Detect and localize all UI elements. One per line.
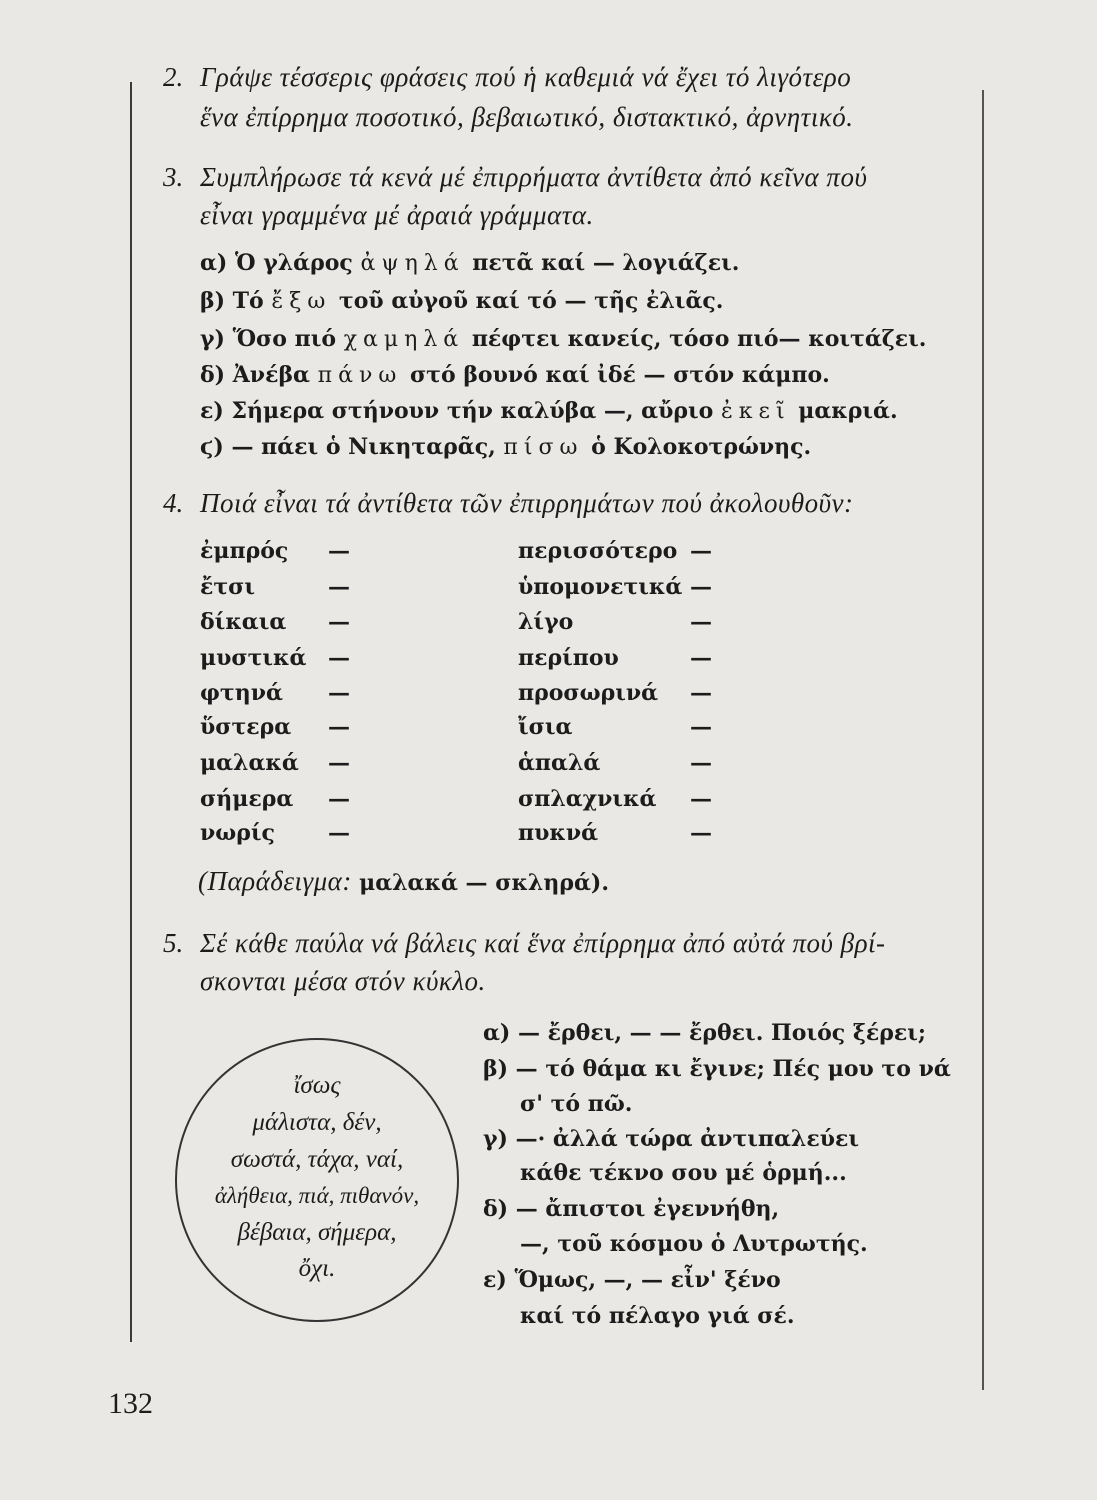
- antonym-right-item: ἁπαλά —: [518, 750, 712, 776]
- exercise-5-number: 5.: [163, 928, 184, 958]
- antonym-left-item: φτηνά —: [200, 680, 350, 706]
- antonym-right-item: ἴσια —: [518, 714, 712, 740]
- exercise-2-number: 2.: [163, 62, 184, 92]
- antonym-left-item: μαλακά —: [200, 750, 350, 776]
- circle-word-line: βέβαια, σήμερα,: [237, 1219, 397, 1246]
- page-number: 132: [108, 1387, 153, 1420]
- verse-line: γ) —· ἀλλά τώρα ἀντιπαλεύει: [483, 1126, 860, 1152]
- antonym-left-item: ἔτσι —: [200, 574, 350, 600]
- adverb-circle: [175, 1038, 459, 1322]
- exercise-3-item-c: γ) Ὅσο πιό χαμηλά πέφτει κανείς, τόσο πιό— κοιτάζει.: [200, 326, 927, 352]
- exercise-3-line-1: Συμπλήρωσε τά κενά μέ ἐπιρρήματα ἀντίθετα ἀπό κεῖνα πού: [200, 162, 868, 192]
- verse-line: σ' τό πῶ.: [520, 1091, 633, 1117]
- circle-word-line: ἀλήθεια, πιά, πιθανόν,: [214, 1183, 420, 1208]
- antonym-left-item: ἐμπρός —: [200, 538, 350, 564]
- antonym-left-item: νωρίς —: [200, 820, 350, 846]
- left-margin-rule: [130, 82, 132, 1342]
- circle-word-line: ἴσως: [293, 1072, 341, 1099]
- verse-line: καί τό πέλαγο γιά σέ.: [520, 1303, 795, 1329]
- antonym-right-item: λίγο —: [518, 609, 712, 635]
- antonym-right-item: σπλαχνικά —: [518, 786, 712, 812]
- exercise-3-item-f: ϛ) — πάει ὁ Νικηταρᾶς, πίσω ὁ Κολοκοτρώνης.: [200, 434, 812, 460]
- exercise-3-item-d: δ) Ἀνέβα πάνω στό βουνό καί ἰδέ — στόν κάμπο.: [200, 362, 830, 388]
- verse-line: ε) Ὅμως, —, — εἶν' ξένο: [483, 1267, 781, 1293]
- antonym-right-item: πυκνά —: [518, 820, 712, 846]
- antonym-right-item: περίπου —: [518, 645, 712, 671]
- circle-word-line: ὄχι.: [298, 1255, 336, 1282]
- exercise-4-example: (Παράδειγμα: μαλακά — σκληρά).: [198, 866, 609, 896]
- right-margin-rule: [982, 90, 984, 1390]
- exercise-3-item-a: α) Ὁ γλάρος ἀψηλά πετᾶ καί — λογιάζει.: [200, 250, 740, 276]
- exercise-3-item-e: ε) Σήμερα στήνουν τήν καλύβα —, αὔριο ἐκεῖ μακριά.: [200, 398, 898, 424]
- exercise-4-line-1: Ποιά εἶναι τά ἀντίθετα τῶν ἐπιρρημάτων πού ἀκολουθοῦν:: [200, 488, 854, 518]
- verse-line: δ) — ἄπιστοι ἐγεννήθη,: [483, 1196, 780, 1222]
- exercise-2-line-1: Γράψε τέσσερις φράσεις πού ἡ καθεμιά νά ἔχει τό λιγότερο: [200, 62, 852, 92]
- antonym-right-item: προσωρινά —: [518, 680, 712, 706]
- exercise-3-item-b: β) Τό ἔξω τοῦ αὐγοῦ καί τό — τῆς ἐλιᾶς.: [200, 288, 724, 314]
- antonym-right-item: περισσότερο —: [518, 538, 712, 564]
- verse-line: α) — ἔρθει, — — ἔρθει. Ποιός ξέρει;: [483, 1020, 927, 1046]
- antonym-right-item: ὑπομονετικά —: [518, 574, 712, 600]
- antonym-left-item: δίκαια —: [200, 609, 350, 635]
- antonym-left-item: σήμερα —: [200, 786, 350, 812]
- exercise-5-line-1: Σέ κάθε παύλα νά βάλεις καί ἕνα ἐπίρρημα ἀπό αὐτά πού βρί-: [200, 928, 886, 958]
- exercise-3-number: 3.: [163, 162, 184, 192]
- antonym-left-item: ὕστερα —: [200, 714, 350, 740]
- exercise-2-line-2: ἕνα ἐπίρρημα ποσοτικό, βεβαιωτικό, διστακτικό, ἀρνητικό.: [200, 102, 854, 132]
- verse-line: β) — τό θάμα κι ἔγινε; Πές μου το νά: [483, 1056, 951, 1082]
- circle-word-line: σωστά, τάχα, ναί,: [230, 1146, 404, 1173]
- circle-word-line: μάλιστα, δέν,: [252, 1109, 382, 1136]
- verse-line: —, τοῦ κόσμου ὁ Λυτρωτής.: [520, 1231, 868, 1257]
- exercise-4-number: 4.: [163, 488, 184, 518]
- verse-line: κάθε τέκνο σου μέ ὁρμή...: [520, 1160, 847, 1186]
- antonym-left-item: μυστικά —: [200, 645, 350, 671]
- exercise-3-line-2: εἶναι γραμμένα μέ ἀραιά γράμματα.: [200, 200, 594, 230]
- exercise-5-line-2: σκονται μέσα στόν κύκλο.: [200, 966, 486, 996]
